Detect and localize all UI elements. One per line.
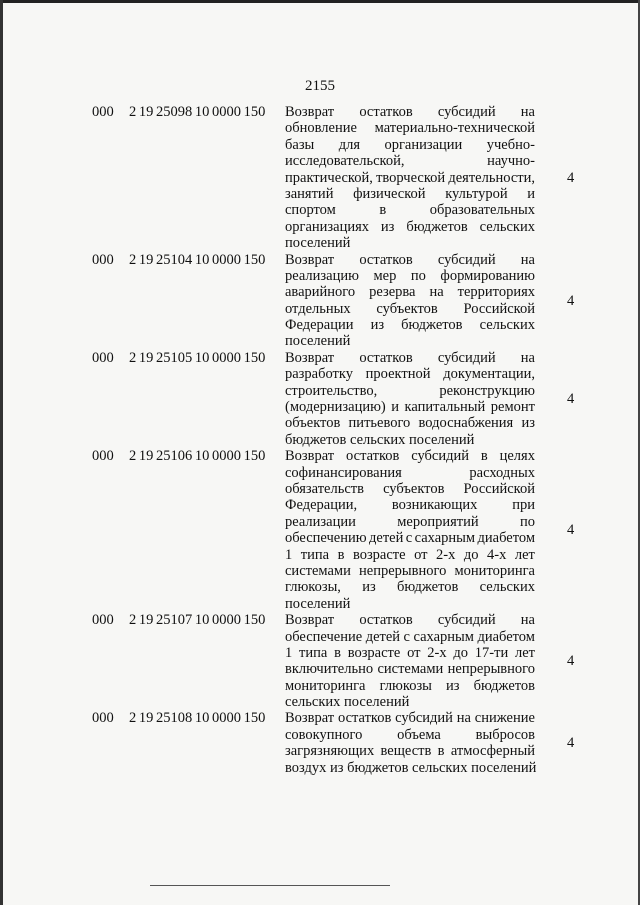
table-row bbox=[92, 612, 612, 710]
budget-classification-code: 2 19 25107 10 0000 150 bbox=[129, 612, 266, 629]
admin-code: 000 bbox=[92, 349, 114, 366]
description-line: поселений bbox=[285, 235, 351, 252]
description-line: Федерации из бюджетов сельских bbox=[285, 317, 535, 334]
admin-code: 000 bbox=[92, 612, 114, 629]
description-line: Возврат остатков субсидий на bbox=[285, 251, 535, 268]
admin-code: 000 bbox=[92, 710, 114, 727]
table-row bbox=[92, 252, 612, 350]
description-line: мониторинга глюкозы из бюджетов bbox=[285, 677, 535, 694]
description-line: софинансирования расходных bbox=[285, 464, 535, 481]
table-row bbox=[92, 448, 612, 612]
amount-value: 4 bbox=[567, 735, 575, 752]
description-line: отдельных субъектов Российской bbox=[285, 300, 535, 317]
amount-value: 4 bbox=[567, 292, 575, 309]
revenue-description bbox=[285, 710, 535, 776]
amount-value: 4 bbox=[567, 522, 575, 539]
description-line: спортом в образовательных bbox=[285, 202, 535, 219]
admin-code: 000 bbox=[92, 104, 114, 120]
description-line: бюджетов сельских поселений bbox=[285, 431, 475, 448]
description-line: воздух из бюджетов сельских поселений bbox=[285, 759, 537, 776]
budget-codes-table bbox=[92, 104, 612, 776]
bottom-rule bbox=[150, 885, 390, 886]
description-line: сельских поселений bbox=[285, 694, 410, 711]
description-line: совокупного объема выбросов bbox=[285, 726, 535, 743]
description-line: Возврат остатков субсидий на bbox=[285, 612, 535, 629]
description-line: (модернизацию) и капитальный ремонт bbox=[285, 399, 535, 416]
budget-classification-code: 2 19 25105 10 0000 150 bbox=[129, 349, 266, 366]
description-line: включительно системами непрерывного bbox=[285, 661, 535, 678]
revenue-description bbox=[285, 612, 535, 710]
description-line: 1 типа в возрасте от 2-х до 4-х лет bbox=[285, 546, 535, 563]
budget-classification-code: 2 19 25106 10 0000 150 bbox=[129, 448, 266, 465]
amount-value: 4 bbox=[567, 653, 575, 670]
description-line: практической, творческой деятельности, bbox=[285, 169, 535, 186]
description-line: Федерации, возникающих при bbox=[285, 497, 535, 514]
description-line: загрязняющих веществ в атмосферный bbox=[285, 743, 535, 760]
description-line: базы для организации учебно- bbox=[285, 136, 535, 153]
revenue-description bbox=[285, 350, 535, 448]
table-row bbox=[92, 350, 612, 448]
description-line: обязательств субъектов Российской bbox=[285, 480, 535, 497]
revenue-description bbox=[285, 252, 535, 350]
description-line: Возврат остатков субсидий на снижение bbox=[285, 710, 535, 727]
revenue-description bbox=[285, 448, 535, 612]
description-line: глюкозы, из бюджетов сельских bbox=[285, 579, 535, 596]
description-line: занятий физической культурой и bbox=[285, 185, 535, 202]
scan-edge-top bbox=[0, 0, 640, 3]
description-line: строительство, реконструкцию bbox=[285, 382, 535, 399]
description-line: Возврат остатков субсидий на bbox=[285, 349, 535, 366]
table-row bbox=[92, 710, 612, 776]
table-row bbox=[92, 104, 612, 252]
admin-code: 000 bbox=[92, 448, 114, 465]
description-line: 1 типа в возрасте от 2-х до 17-ти лет bbox=[285, 644, 535, 661]
description-line: объектов питьевого водоснабжения из bbox=[285, 415, 535, 432]
description-line: обеспечению детей с сахарным диабетом bbox=[285, 530, 535, 547]
description-line: аварийного резерва на территориях bbox=[285, 284, 535, 301]
amount-value: 4 bbox=[567, 170, 575, 186]
budget-classification-code: 2 19 25098 10 0000 150 bbox=[129, 104, 266, 120]
description-line: поселений bbox=[285, 333, 351, 350]
description-line: Возврат остатков субсидий на bbox=[285, 104, 535, 120]
description-line: системами непрерывного мониторинга bbox=[285, 562, 535, 579]
description-line: реализацию мер по формированию bbox=[285, 267, 535, 284]
description-line: реализации мероприятий по bbox=[285, 513, 535, 530]
description-line: организациях из бюджетов сельских bbox=[285, 218, 535, 235]
admin-code: 000 bbox=[92, 251, 114, 268]
description-line: обеспечение детей с сахарным диабетом bbox=[285, 628, 535, 645]
description-line: поселений bbox=[285, 595, 351, 612]
budget-classification-code: 2 19 25104 10 0000 150 bbox=[129, 251, 266, 268]
scan-edge-left bbox=[0, 0, 3, 905]
description-line: исследовательской, научно- bbox=[285, 153, 535, 170]
description-line: обновление материально-технической bbox=[285, 120, 535, 137]
amount-value: 4 bbox=[567, 390, 575, 407]
page-number: 2155 bbox=[305, 78, 335, 94]
description-line: Возврат остатков субсидий в целях bbox=[285, 448, 535, 465]
description-line: разработку проектной документации, bbox=[285, 366, 535, 383]
budget-classification-code: 2 19 25108 10 0000 150 bbox=[129, 710, 266, 727]
revenue-description bbox=[285, 104, 535, 252]
